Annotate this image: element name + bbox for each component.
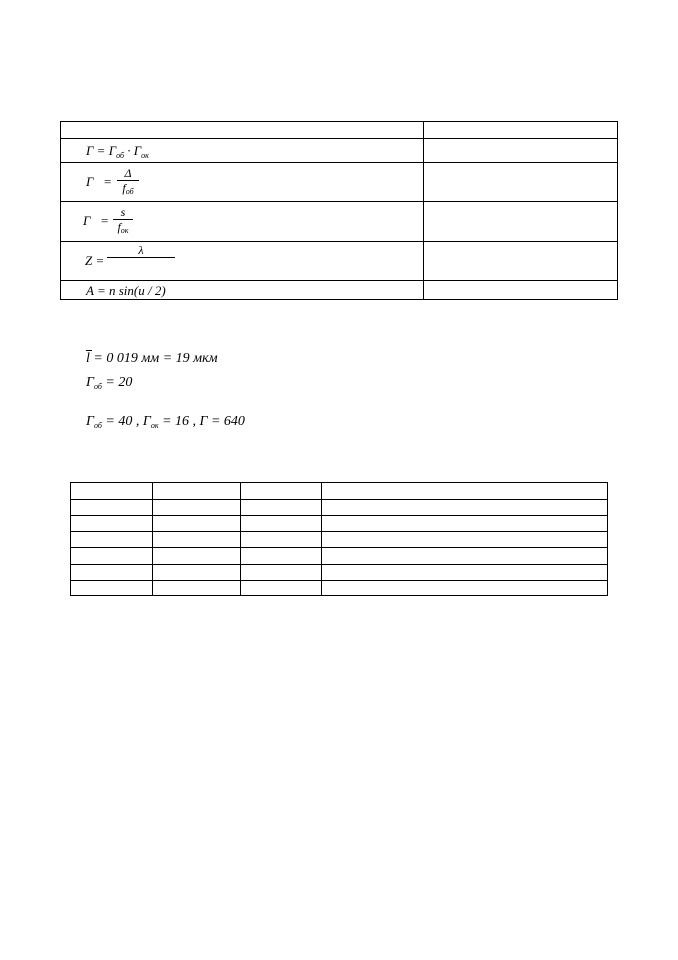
row-divider	[71, 499, 607, 500]
row-divider	[71, 547, 607, 548]
fraction-resolution: λ	[107, 243, 175, 258]
table-row	[61, 201, 617, 242]
table-row	[61, 138, 617, 163]
table-row	[61, 241, 617, 281]
fraction-objective: Δ fоб	[117, 166, 139, 199]
table-row	[61, 162, 617, 202]
formula-eyepiece-lhs: Г =	[83, 213, 109, 228]
fraction-eyepiece: s fок	[113, 205, 133, 238]
table-header-row	[61, 122, 617, 138]
equation-line-3: $Г_{об} = 40$ , $Г_{ок} = 16$ , Г = 640	[86, 414, 245, 430]
row-divider	[71, 531, 607, 532]
table-row	[61, 280, 617, 301]
formula-resolution-lhs: Z =	[85, 253, 105, 268]
empty-data-table	[70, 482, 608, 596]
row-divider	[71, 515, 607, 516]
formula-aperture: A = n sin(u / 2)	[86, 283, 166, 298]
formula-total-magnification: $Г = Г_{об} \cdot Г_{ок}$	[86, 143, 149, 160]
equation-line-2: $Г_{об} = 20$	[86, 375, 133, 391]
row-divider	[71, 564, 607, 565]
equation-line-1: l = 0 019 мм = 19 мкм	[86, 351, 218, 366]
row-divider	[71, 580, 607, 581]
formula-objective-lhs: Г =	[86, 174, 112, 189]
formula-table	[60, 121, 618, 300]
